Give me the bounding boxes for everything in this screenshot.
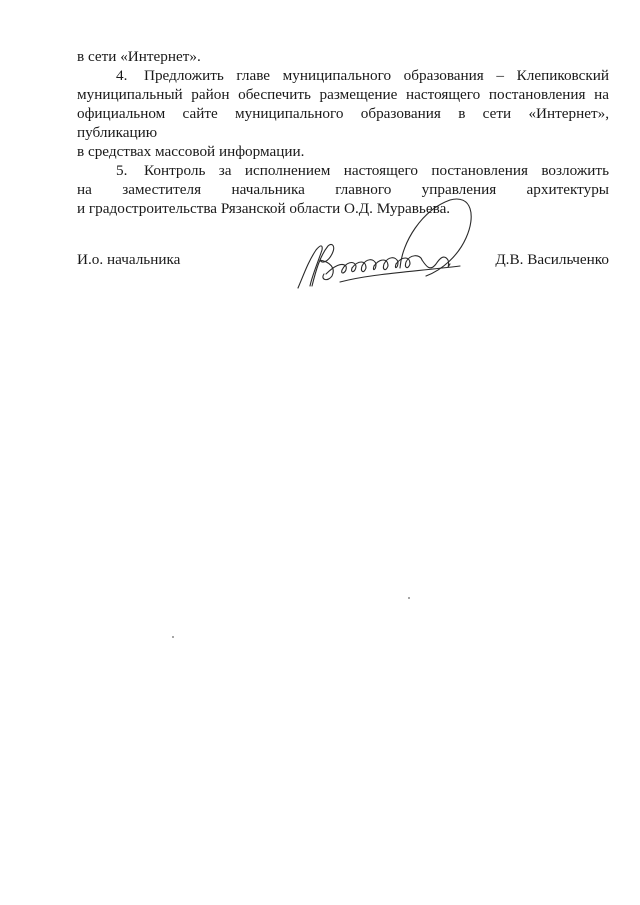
paragraph-5-line-1 — [77, 161, 609, 180]
signer-name: Д.В. Васильченко — [495, 251, 609, 268]
signer-title: И.о. начальника — [77, 251, 181, 268]
paragraph-4-line-3: официальном сайте муниципального образования в сети «Интернет», публикацию — [77, 105, 609, 141]
paragraph-5-line-2: на заместителя начальника главного управления архитектуры — [77, 181, 609, 198]
paragraph-4-line-2: муниципальный район обеспечить размещение настоящего постановления на — [77, 86, 609, 103]
signature-icon — [290, 190, 480, 300]
paragraph-4-line-1 — [77, 66, 609, 85]
scan-speck — [172, 636, 174, 638]
paragraph-5-text-1: Контроль за исполнением настоящего постановления возложить — [144, 162, 609, 179]
paragraph-4-text-1: Предложить главе муниципального образования – Клепиковский — [144, 67, 609, 84]
paragraph-4-line-4: в средствах массовой информации. — [77, 143, 305, 160]
paragraph-4-number: 4. — [116, 67, 128, 84]
scan-speck — [408, 597, 410, 599]
text-line-intro: в сети «Интернет». — [77, 48, 201, 65]
paragraph-5-line-3: и градостроительства Рязанской области О.Д. Муравьева. — [77, 200, 451, 217]
paragraph-5-number: 5. — [116, 162, 128, 179]
